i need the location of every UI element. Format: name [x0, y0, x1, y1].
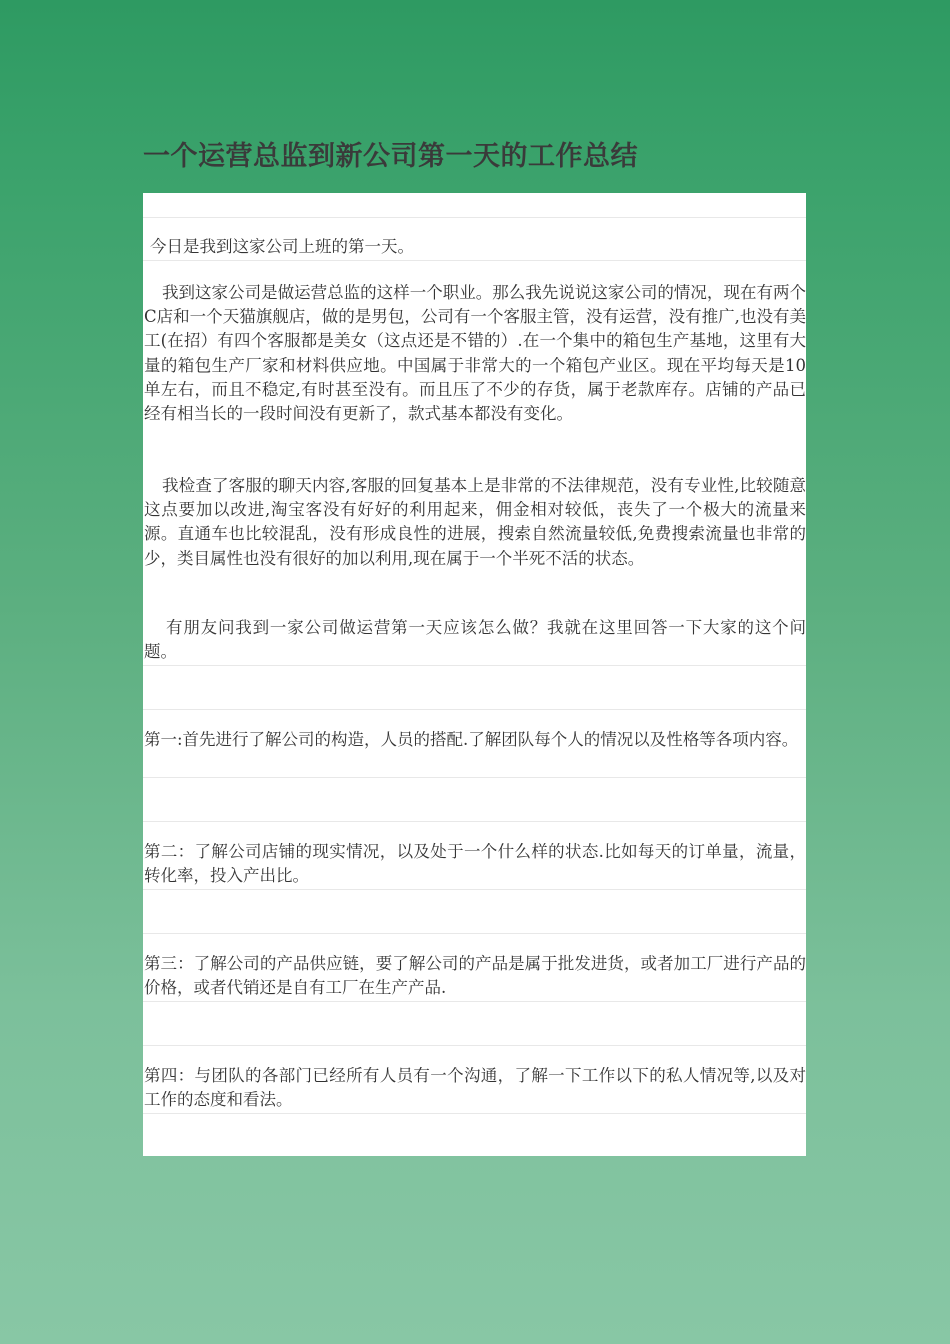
- divider: [143, 1045, 806, 1046]
- divider: [143, 1001, 806, 1002]
- paragraph-question: 有朋友问我到一家公司做运营第一天应该怎么做？我就在这里回答一下大家的这个问题。: [144, 618, 806, 662]
- paragraph-step-1: 第一:首先进行了解公司的构造，人员的搭配.了解团队每个人的情况以及性格等各项内容。: [144, 730, 799, 749]
- paragraph-company-situation: 我到这家公司是做运营总监的这样一个职业。那么我先说说这家公司的情况，现在有两个C店和一个天猫旗舰店，做的是男包，公司有一个客服主管，没有运营，没有推广,也没有美工(在招）有四个客服都是美女（这点还是不错的）.在一个集中的箱包生产基地，这里有大量的箱包生产厂家和材料供应地。中国属于非常大的一个箱包产业区。现在平均每天是10单左右，而且不稳定,有时甚至没有。而且压了不少的存货，属于老款库存。店铺的产品已经有相当长的一段时间没有更新了，款式基本都没有变化。: [144, 283, 806, 424]
- divider: [143, 665, 806, 666]
- document-title: 一个运营总监到新公司第一天的工作总结: [143, 141, 638, 172]
- divider: [143, 777, 806, 778]
- content-panel: [143, 193, 806, 1156]
- paragraph-step-3: 第三：了解公司的产品供应链，要了解公司的产品是属于批发进货，或者加工厂进行产品的价格，或者代销还是自有工厂在生产产品.: [144, 954, 806, 998]
- paragraph-intro: 今日是我到这家公司上班的第一天。: [150, 237, 414, 256]
- divider: [143, 821, 806, 822]
- paragraph-step-2: 第二：了解公司店铺的现实情况，以及处于一个什么样的状态.比如每天的订单量，流量，转化率，投入产出比。: [144, 842, 806, 886]
- paragraph-step-4: 第四：与团队的各部门已经所有人员有一个沟通，了解一下工作以下的私人情况等,以及对工作的态度和看法。: [144, 1066, 806, 1110]
- divider: [143, 217, 806, 218]
- divider: [143, 709, 806, 710]
- divider: [143, 889, 806, 890]
- divider: [143, 260, 806, 261]
- divider: [143, 1113, 806, 1114]
- paragraph-inspection: 我检查了客服的聊天内容,客服的回复基本上是非常的不法律规范，没有专业性,比较随意这点要加以改进,淘宝客没有好好的利用起来，佣金相对较低，丧失了一个极大的流量来源。直通车也比较混乱，没有形成良性的进展，搜索自然流量较低,免费搜索流量也非常的少，类目属性也没有很好的加以利用,现在属于一个半死不活的状态。: [144, 476, 806, 568]
- divider: [143, 933, 806, 934]
